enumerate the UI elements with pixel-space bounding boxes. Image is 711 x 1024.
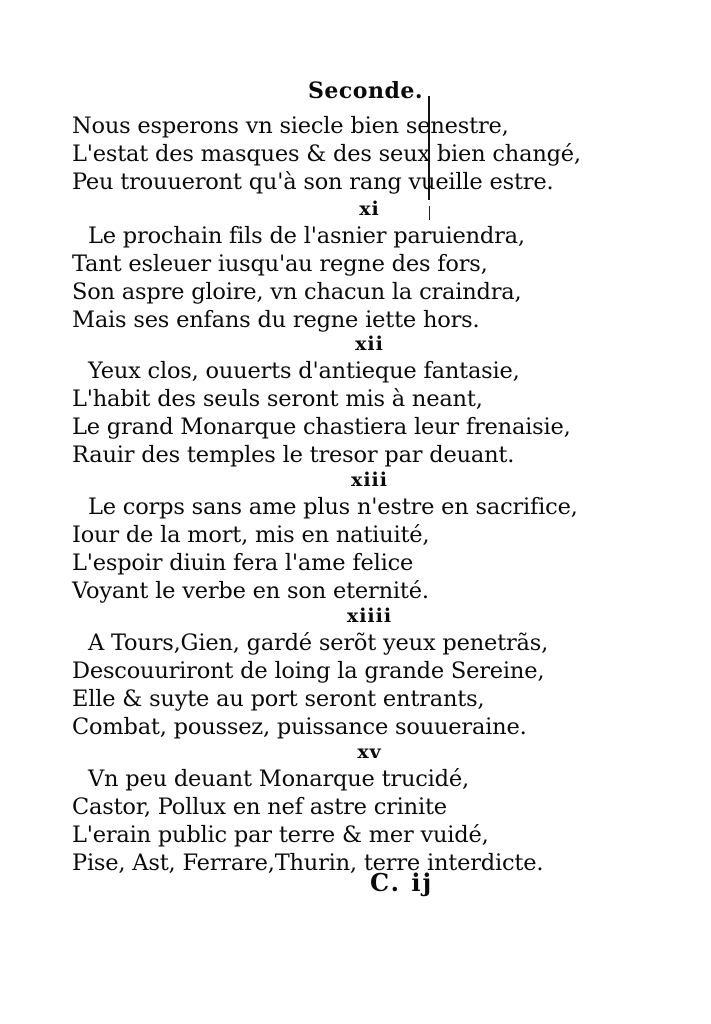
verse-line: Nous esperons vn siecle bien senestre,	[72, 113, 509, 139]
verse-line: Peu trouueront qu'à son rang vueille estre.	[72, 169, 554, 195]
verse-line: L'erain public par terre & mer vuidé,	[72, 822, 489, 848]
quatrain-numeral: xiii	[351, 469, 388, 491]
verse-line: Le corps sans ame plus n'estre en sacrifice,	[88, 494, 578, 520]
running-header: Seconde.	[308, 78, 423, 104]
verse-line: Descouuriront de loing la grande Sereine,	[72, 658, 545, 684]
verse-line: Tant esleuer iusqu'au regne des fors,	[72, 251, 488, 277]
verse-line: L'espoir diuin fera l'ame felice	[72, 550, 414, 576]
verse-line: Iour de la mort, mis en natiuité,	[72, 522, 430, 548]
verse-line: Vn peu deuant Monarque trucidé,	[88, 766, 469, 792]
quatrain-numeral: xv	[357, 741, 382, 763]
verse-line: Pise, Ast, Ferrare,Thurin, terre interdicte.	[72, 850, 544, 876]
verse-line: Rauir des temples le tresor par deuant.	[72, 442, 515, 468]
verse-line: L'estat des masques & des seux bien changé,	[72, 141, 581, 167]
verse-line: Voyant le verbe en son eternité.	[72, 578, 429, 604]
quatrain-numeral: xii	[355, 333, 384, 355]
verse-line: L'habit des seuls seront mis à neant,	[72, 386, 483, 412]
verse-line: Elle & suyte au port seront entrants,	[72, 686, 485, 712]
verse-line: Yeux clos, ouuerts d'antieque fantasie,	[88, 358, 520, 384]
quatrain-numeral: xi	[359, 198, 380, 220]
verse-line: Son aspre gloire, vn chacun la craindra,	[72, 279, 522, 305]
quatrain-numeral: xiiii	[346, 605, 393, 627]
verse-line: Le grand Monarque chastiera leur frenaisie,	[72, 414, 571, 440]
verse-line: Mais ses enfans du regne iette hors.	[72, 307, 480, 333]
verse-line: Le prochain fils de l'asnier paruiendra,	[88, 223, 525, 249]
verse-line: Combat, poussez, puissance souueraine.	[72, 714, 527, 740]
signature-mark: C. ij	[370, 868, 434, 897]
verse-line: Castor, Pollux en nef astre crinite	[72, 794, 447, 820]
verse-line: A Tours,Gien, gardé serõt yeux penetrãs,	[88, 630, 549, 656]
